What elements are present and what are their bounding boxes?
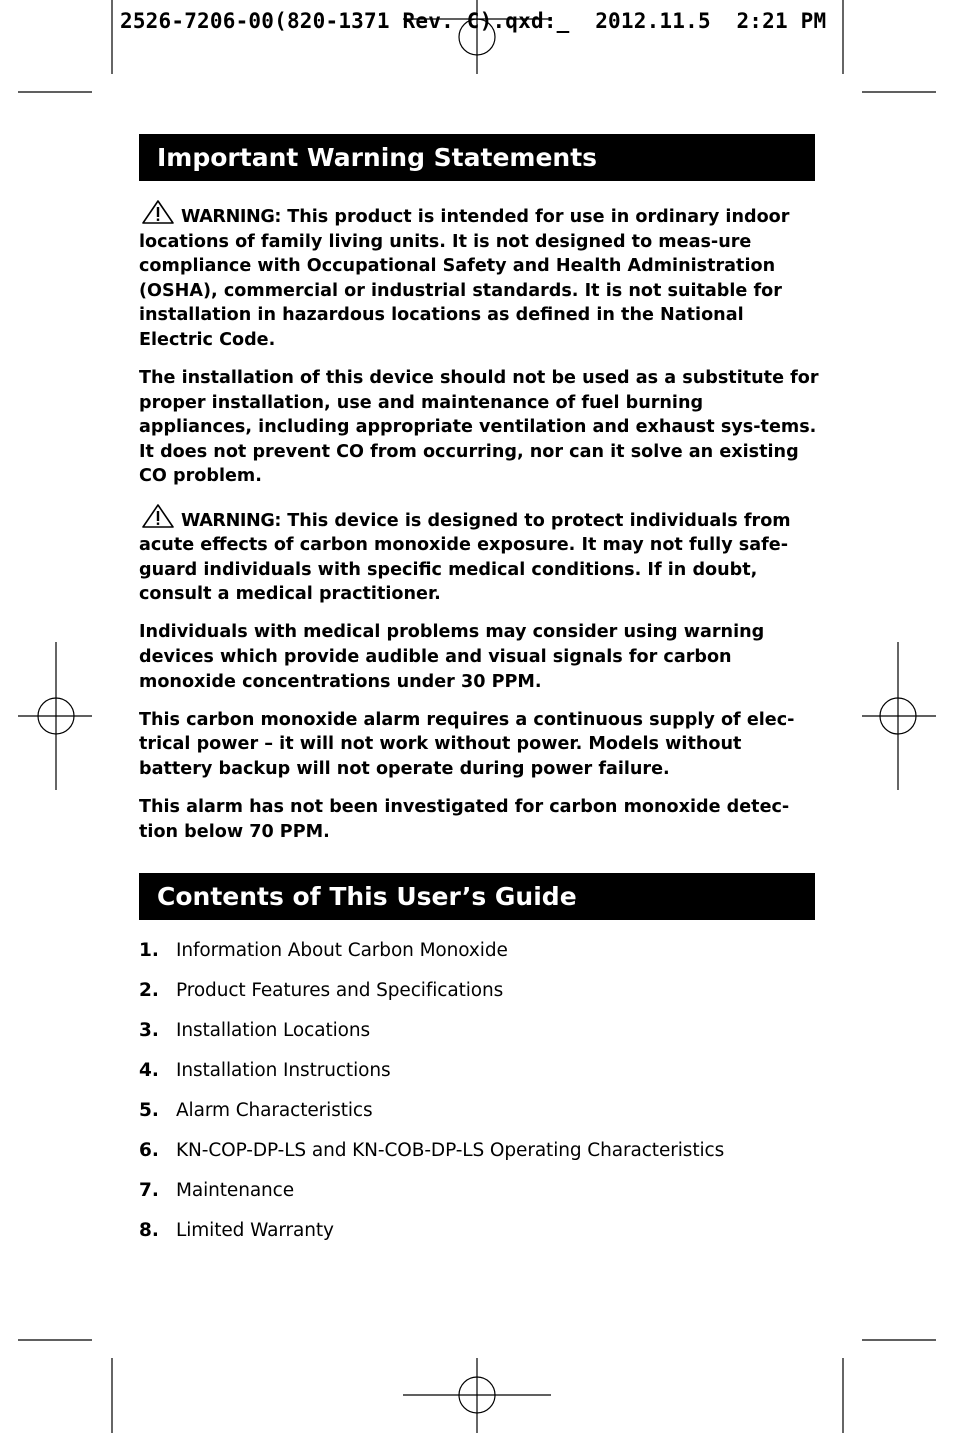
- item-title: Limited Warranty: [176, 1220, 334, 1241]
- item-title: Installation Locations: [176, 1020, 371, 1041]
- list-item: [139, 1058, 819, 1098]
- warning-text: This device is designed to protect individuals from acute effects of carbon monoxide exposure. It may not fully safe-guard individuals with specific medical conditions. If in doubt, consult a medical practitioner.: [139, 510, 791, 605]
- registration-mark-icon: [862, 642, 936, 790]
- registration-mark-icon: [403, 1358, 551, 1433]
- warning-paragraph: [139, 503, 819, 607]
- registration-mark-icon: [18, 642, 92, 790]
- list-item: [139, 1178, 819, 1218]
- warnings-body: [139, 199, 819, 858]
- print-slug: 2526-7206-00(820-1371 Rev. C).qxd:_ 2012.11.5 2:21 PM: [120, 9, 827, 33]
- item-title: Maintenance: [176, 1180, 295, 1201]
- warning-paragraph: This alarm has not been investigated for carbon monoxide detec-tion below 70 PPM.: [139, 796, 790, 842]
- section-heading-contents: Contents of This User’s Guide: [139, 873, 815, 920]
- list-item: [139, 938, 819, 978]
- warning-paragraph: [139, 199, 819, 353]
- list-item: [139, 1138, 819, 1178]
- warning-paragraph: This carbon monoxide alarm requires a continuous supply of elec-trical power – it will not work without power. Models without battery backup will not operate during power failure.: [139, 709, 795, 779]
- warning-paragraph: Individuals with medical problems may consider using warning devices which provide audible and visual signals for carbon monoxide concentrations under 30 PPM.: [139, 622, 765, 692]
- contents-list: [139, 938, 819, 1258]
- warning-text: This product is intended for use in ordinary indoor locations of family living units. It is not designed to meas-ure compliance with Occupational Safety and Health Administration (OSHA), commercial or industrial standards. It is not suitable for installation in hazardous locations as defined in the National Electric Code.: [139, 207, 790, 350]
- list-item: [139, 1218, 819, 1258]
- section-heading-warnings: Important Warning Statements: [139, 134, 815, 181]
- item-title: KN-COP-DP-LS and KN-COB-DP-LS Operating Characteristics: [176, 1140, 725, 1161]
- list-item: [139, 1098, 819, 1138]
- warning-label: WARNING:: [181, 510, 282, 531]
- list-item: [139, 1018, 819, 1058]
- item-number: 4.: [139, 1060, 159, 1081]
- warning-triangle-icon: [141, 503, 175, 529]
- list-item: [139, 978, 819, 1018]
- item-title: Product Features and Specifications: [176, 980, 504, 1001]
- item-number: 5.: [139, 1100, 159, 1121]
- item-number: 6.: [139, 1140, 159, 1161]
- item-number: 8.: [139, 1220, 159, 1241]
- item-title: Alarm Characteristics: [176, 1100, 373, 1121]
- warning-label: WARNING:: [181, 207, 282, 227]
- item-number: 7.: [139, 1180, 159, 1201]
- item-title: Information About Carbon Monoxide: [176, 940, 508, 961]
- warning-paragraph: The installation of this device should not be used as a substitute for proper installation, use and maintenance of fuel burning appliances, including appropriate ventilation and exhaust sys-tems. It does not prevent CO from occurring, nor can it solve an existing CO problem.: [139, 368, 819, 487]
- warning-triangle-icon: [141, 199, 175, 225]
- item-number: 1.: [139, 940, 159, 961]
- item-number: 3.: [139, 1020, 159, 1041]
- item-number: 2.: [139, 980, 159, 1001]
- item-title: Installation Instructions: [176, 1060, 391, 1081]
